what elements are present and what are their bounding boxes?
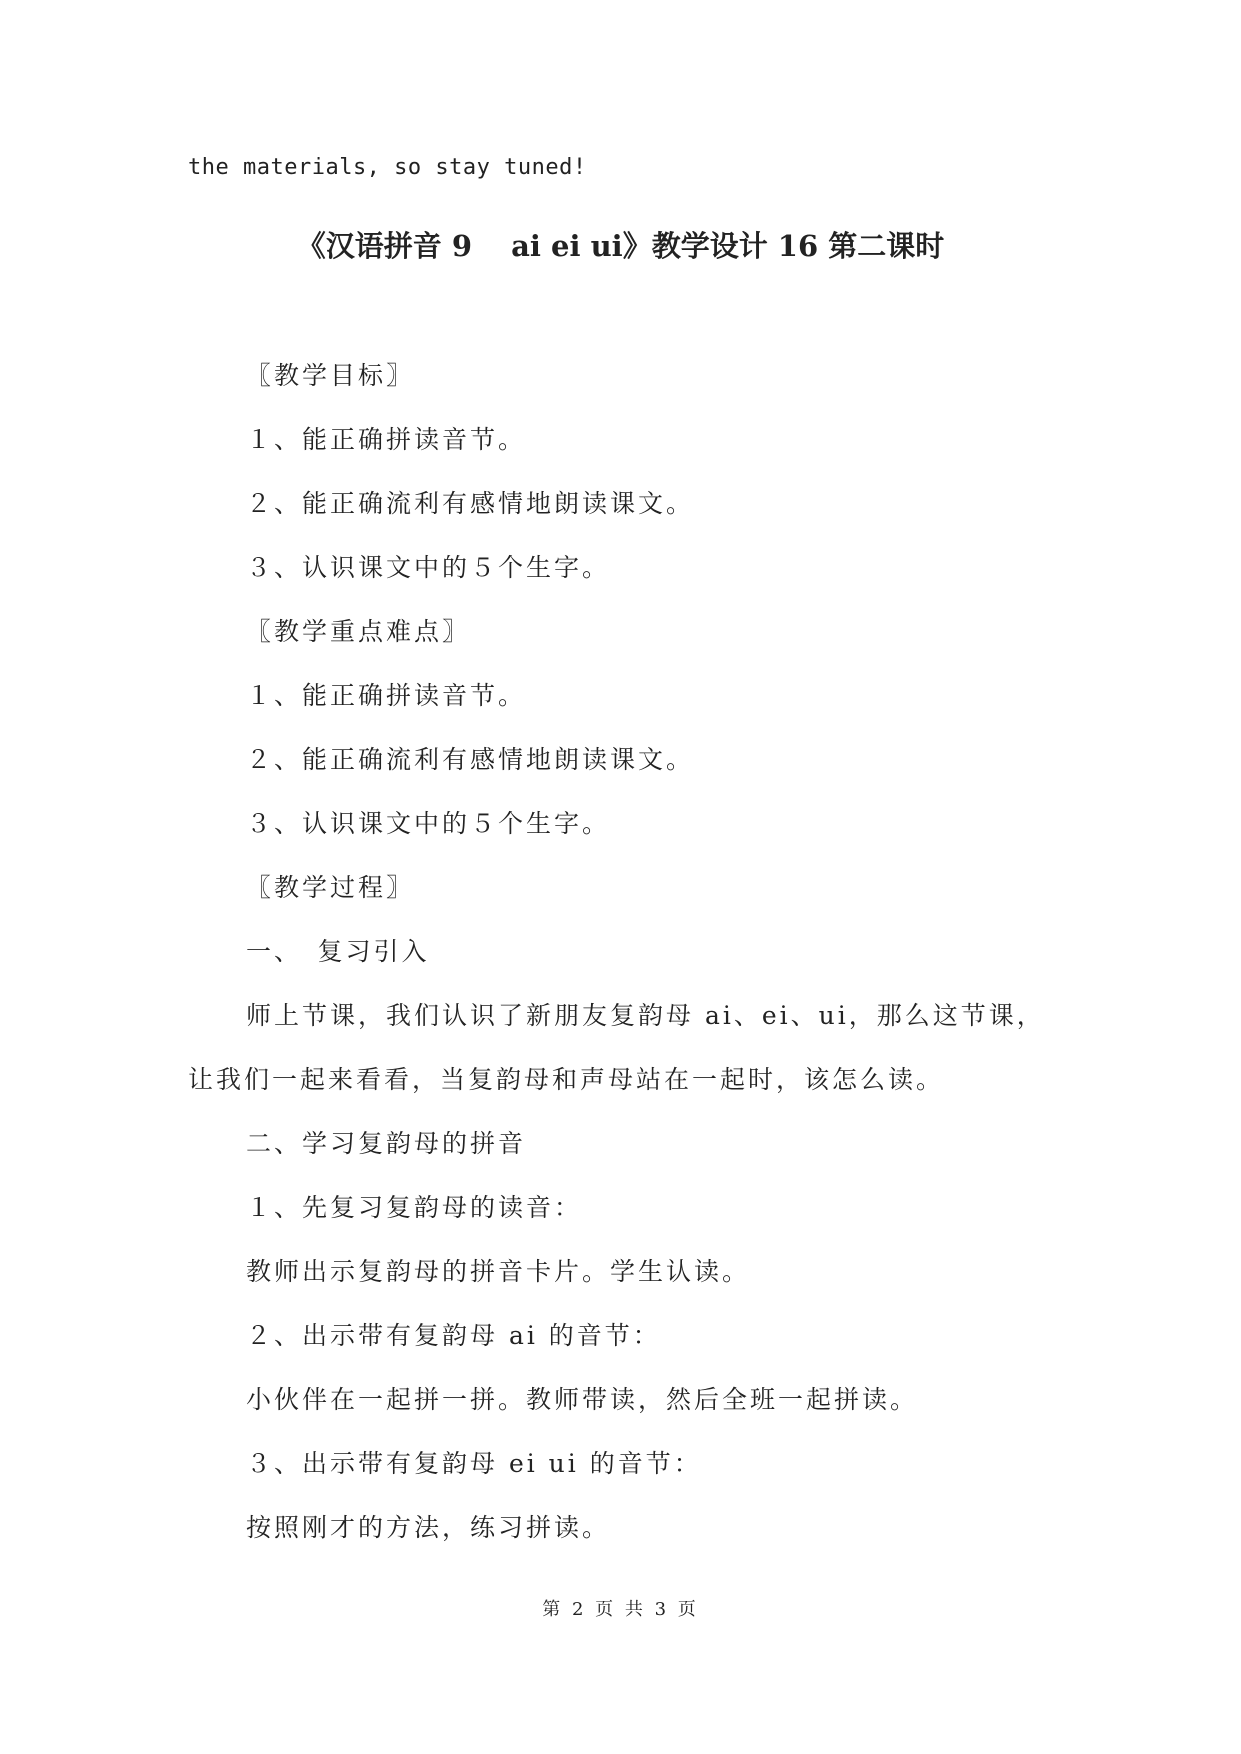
key-point-item: １、能正确拼读音节。 bbox=[246, 681, 527, 710]
paragraph-line: 让我们一起来看看，当复韵母和声母站在一起时，该怎么读。 bbox=[188, 1065, 945, 1094]
section-heading-key-points: 〖教学重点难点〗 bbox=[246, 617, 471, 646]
paragraph-line: 师上节课，我们认识了新朋友复韵母 ai、ei、ui，那么这节课， bbox=[246, 1001, 1045, 1030]
paragraph-line: ３、出示带有复韵母 ei ui 的音节： bbox=[246, 1449, 702, 1478]
process-step-heading: 二、学习复韵母的拼音 bbox=[246, 1129, 527, 1158]
body-text bbox=[188, 356, 1068, 1572]
page-footer: 第 2 页 共 3 页 bbox=[542, 1599, 699, 1620]
document-title: 《汉语拼音 9 ai ei ui》教学设计 16 第二课时 bbox=[296, 229, 945, 263]
objective-item: １、能正确拼读音节。 bbox=[246, 425, 527, 454]
paragraph-line: 教师出示复韵母的拼音卡片。学生认读。 bbox=[246, 1257, 751, 1286]
paragraph-line: １、先复习复韵母的读音： bbox=[246, 1193, 583, 1222]
process-step-heading: 一、 复习引入 bbox=[246, 937, 430, 966]
objective-item: ３、认识课文中的５个生字。 bbox=[246, 553, 611, 582]
key-point-item: ３、认识课文中的５个生字。 bbox=[246, 809, 611, 838]
section-heading-objectives: 〖教学目标〗 bbox=[246, 361, 415, 390]
section-heading-process: 〖教学过程〗 bbox=[246, 873, 415, 902]
carryover-text: the materials, so stay tuned! bbox=[188, 155, 587, 180]
paragraph-line: 按照刚才的方法，练习拼读。 bbox=[246, 1513, 611, 1542]
key-point-item: ２、能正确流利有感情地朗读课文。 bbox=[246, 745, 695, 774]
objective-item: ２、能正确流利有感情地朗读课文。 bbox=[246, 489, 695, 518]
paragraph-line: 小伙伴在一起拼一拼。教师带读，然后全班一起拼读。 bbox=[246, 1385, 919, 1414]
paragraph-line: ２、出示带有复韵母 ai 的音节： bbox=[246, 1321, 661, 1350]
